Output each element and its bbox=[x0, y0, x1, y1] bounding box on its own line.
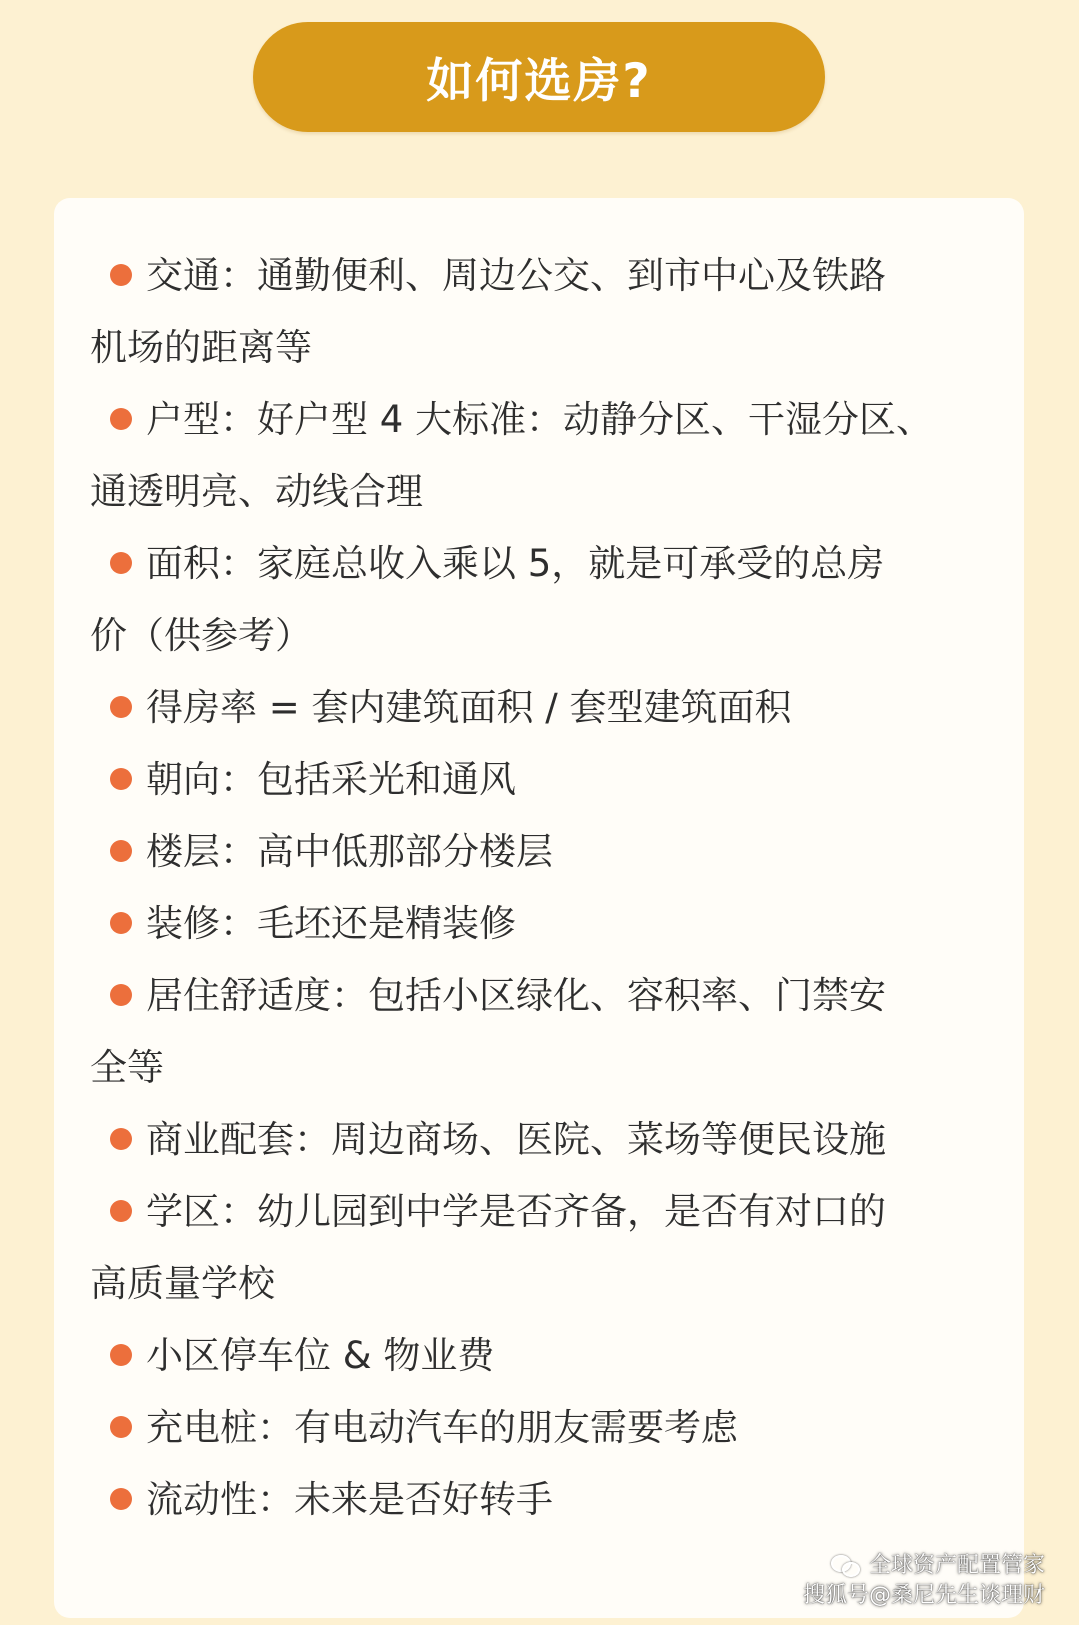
bullet-dot-icon bbox=[110, 1128, 132, 1150]
item-text: 楼层：高中低那部分楼层 bbox=[146, 830, 553, 873]
item-text: 充电桩：有电动汽车的朋友需要考虑 bbox=[146, 1406, 738, 1449]
tips-list bbox=[90, 240, 990, 1536]
item-text-continued: 高质量学校 bbox=[90, 1262, 275, 1305]
wechat-icon bbox=[831, 1555, 861, 1577]
item-text: 居住舒适度：包括小区绿化、容积率、门禁安 bbox=[146, 974, 886, 1017]
item-text: 朝向：包括采光和通风 bbox=[146, 758, 516, 801]
item-text-continued: 全等 bbox=[90, 1046, 164, 1089]
account-line bbox=[803, 1551, 1045, 1581]
item-text: 小区停车位 & 物业费 bbox=[146, 1334, 495, 1377]
list-item bbox=[90, 1464, 990, 1536]
list-item bbox=[90, 1104, 990, 1176]
list-item bbox=[90, 1176, 990, 1320]
content-card bbox=[54, 198, 1024, 1618]
item-text: 交通：通勤便利、周边公交、到市中心及铁路 bbox=[146, 254, 886, 297]
list-item bbox=[90, 528, 990, 672]
item-text: 户型：好户型 4 大标准：动静分区、干湿分区、 bbox=[146, 398, 934, 441]
bullet-dot-icon bbox=[110, 696, 132, 718]
list-item bbox=[90, 1320, 990, 1392]
bullet-dot-icon bbox=[110, 1416, 132, 1438]
item-text-continued: 机场的距离等 bbox=[90, 326, 312, 369]
account-name: 全球资产配置管家 bbox=[868, 1553, 1045, 1578]
bullet-dot-icon bbox=[110, 840, 132, 862]
bullet-dot-icon bbox=[110, 1344, 132, 1366]
list-item bbox=[90, 816, 990, 888]
item-text-continued: 通透明亮、动线合理 bbox=[90, 470, 423, 513]
list-item bbox=[90, 888, 990, 960]
bullet-dot-icon bbox=[110, 984, 132, 1006]
item-text: 面积：家庭总收入乘以 5，就是可承受的总房 bbox=[146, 542, 885, 585]
bullet-dot-icon bbox=[110, 408, 132, 430]
page-title: 如何选房? bbox=[426, 53, 652, 109]
item-text: 流动性：未来是否好转手 bbox=[146, 1478, 553, 1521]
item-text: 学区：幼儿园到中学是否齐备，是否有对口的 bbox=[146, 1190, 886, 1233]
source-watermark bbox=[803, 1551, 1045, 1611]
bullet-dot-icon bbox=[110, 768, 132, 790]
bullet-dot-icon bbox=[110, 912, 132, 934]
item-text: 装修：毛坯还是精装修 bbox=[146, 902, 516, 945]
bullet-dot-icon bbox=[110, 1488, 132, 1510]
bullet-dot-icon bbox=[110, 1200, 132, 1222]
list-item bbox=[90, 384, 990, 528]
list-item bbox=[90, 1392, 990, 1464]
title-banner bbox=[253, 22, 825, 132]
item-text: 商业配套：周边商场、医院、菜场等便民设施 bbox=[146, 1118, 886, 1161]
bullet-dot-icon bbox=[110, 264, 132, 286]
list-item bbox=[90, 960, 990, 1104]
bullet-dot-icon bbox=[110, 552, 132, 574]
item-text: 得房率 = 套内建筑面积 / 套型建筑面积 bbox=[146, 686, 792, 729]
item-text-continued: 价（供参考） bbox=[90, 614, 312, 657]
list-item bbox=[90, 240, 990, 384]
list-item bbox=[90, 672, 990, 744]
source-credit: 搜狐号@桑尼先生谈理财 bbox=[802, 1583, 1045, 1608]
list-item bbox=[90, 744, 990, 816]
